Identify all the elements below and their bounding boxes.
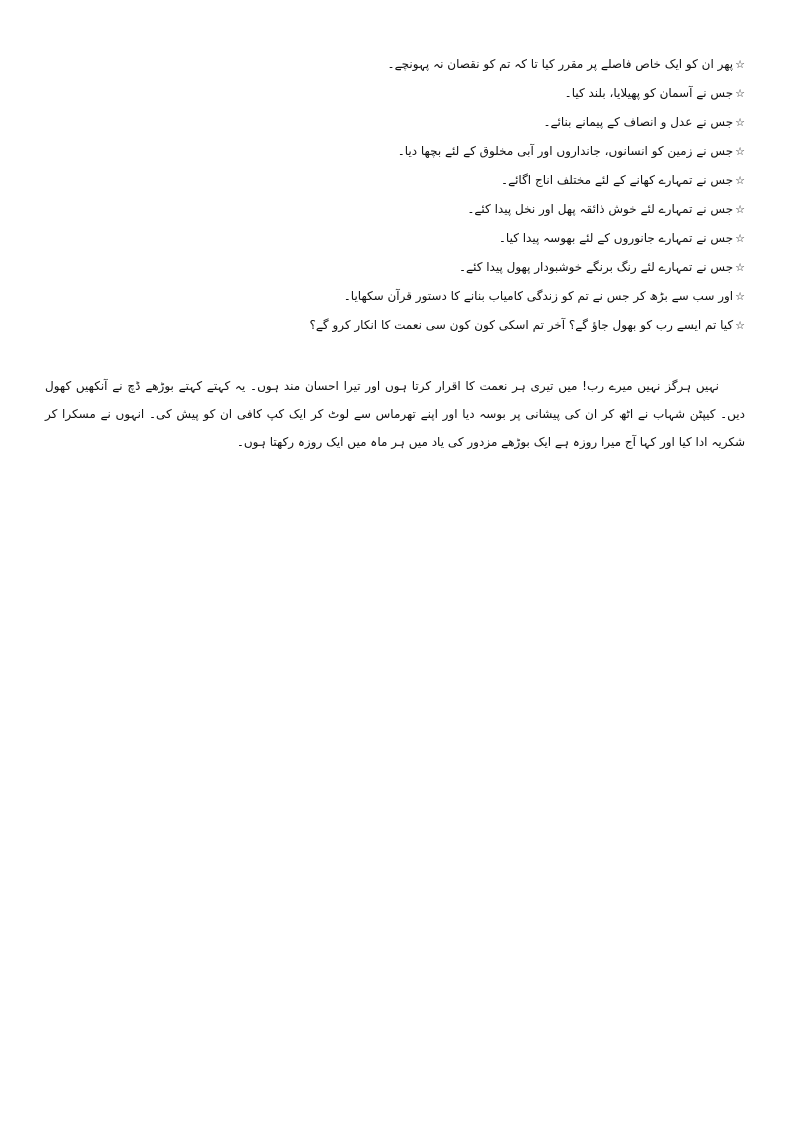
- star-icon: ☆: [735, 145, 745, 158]
- list-item: ☆اور سب سے بڑھ کر جس نے تم کو زندگی کامیاب بنانے کا دستور قرآن سکھایا۔: [343, 289, 745, 303]
- star-icon: ☆: [735, 290, 745, 303]
- list-item: ☆جس نے تمہارے لئے رنگ برنگے خوشبودار پھول پیدا کئے۔: [459, 260, 745, 274]
- list-item: ☆پھر ان کو ایک خاص فاصلے پر مقرر کیا تا کہ تم کو نقصان نہ پہونچے۔: [387, 57, 745, 71]
- star-icon: ☆: [735, 261, 745, 274]
- star-icon: ☆: [735, 116, 745, 129]
- list-item: ☆جس نے تمہارے کھانے کے لئے مختلف اناج اگائے۔: [501, 173, 745, 187]
- list-item: ☆جس نے تمہارے لئے خوش ذائقہ پھل اور نخل پیدا کئے۔: [467, 202, 745, 216]
- list-item: ☆کیا تم ایسے رب کو بھول جاؤ گے؟ آخر تم اسکی کون کون سی نعمت کا انکار کرو گے؟: [309, 318, 745, 332]
- star-icon: ☆: [735, 87, 745, 100]
- star-icon: ☆: [735, 58, 745, 71]
- list-item: ☆جس نے زمین کو انسانوں، جانداروں اور آبی مخلوق کے لئے بچھا دیا۔: [397, 144, 745, 158]
- star-icon: ☆: [735, 319, 745, 332]
- bullet-list: [25, 50, 745, 340]
- list-item: ☆جس نے آسمان کو پھیلایا، بلند کیا۔: [564, 86, 745, 100]
- list-item: ☆جس نے تمہارے جانوروں کے لئے بھوسہ پیدا کیا۔: [498, 231, 745, 245]
- star-icon: ☆: [735, 232, 745, 245]
- star-icon: ☆: [735, 203, 745, 216]
- body-paragraph: نہیں ہرگز نہیں میرے رب! میں تیری ہر نعمت کا اقرار کرتا ہوں اور تیرا احسان مند ہوں۔ یہ کہتے کہتے بوڑھے ڈچ نے آنکھیں کھول دیں۔ کیپٹن شہاب نے اٹھ کر ان کی پیشانی پر بوسہ دیا اور اپنے تھرماس سے لوٹ کر ایک کپ کافی ان کو پیش کی۔ انہوں نے مسکرا کر شکریہ ادا کیا اور کہا آج میرا روزہ ہے ایک بوڑھے مزدور کی یاد میں ہر ماہ میں ایک روزہ رکھتا ہوں۔: [45, 379, 745, 449]
- star-icon: ☆: [735, 174, 745, 187]
- list-item: ☆جس نے عدل و انصاف کے پیمانے بنائے۔: [543, 115, 745, 129]
